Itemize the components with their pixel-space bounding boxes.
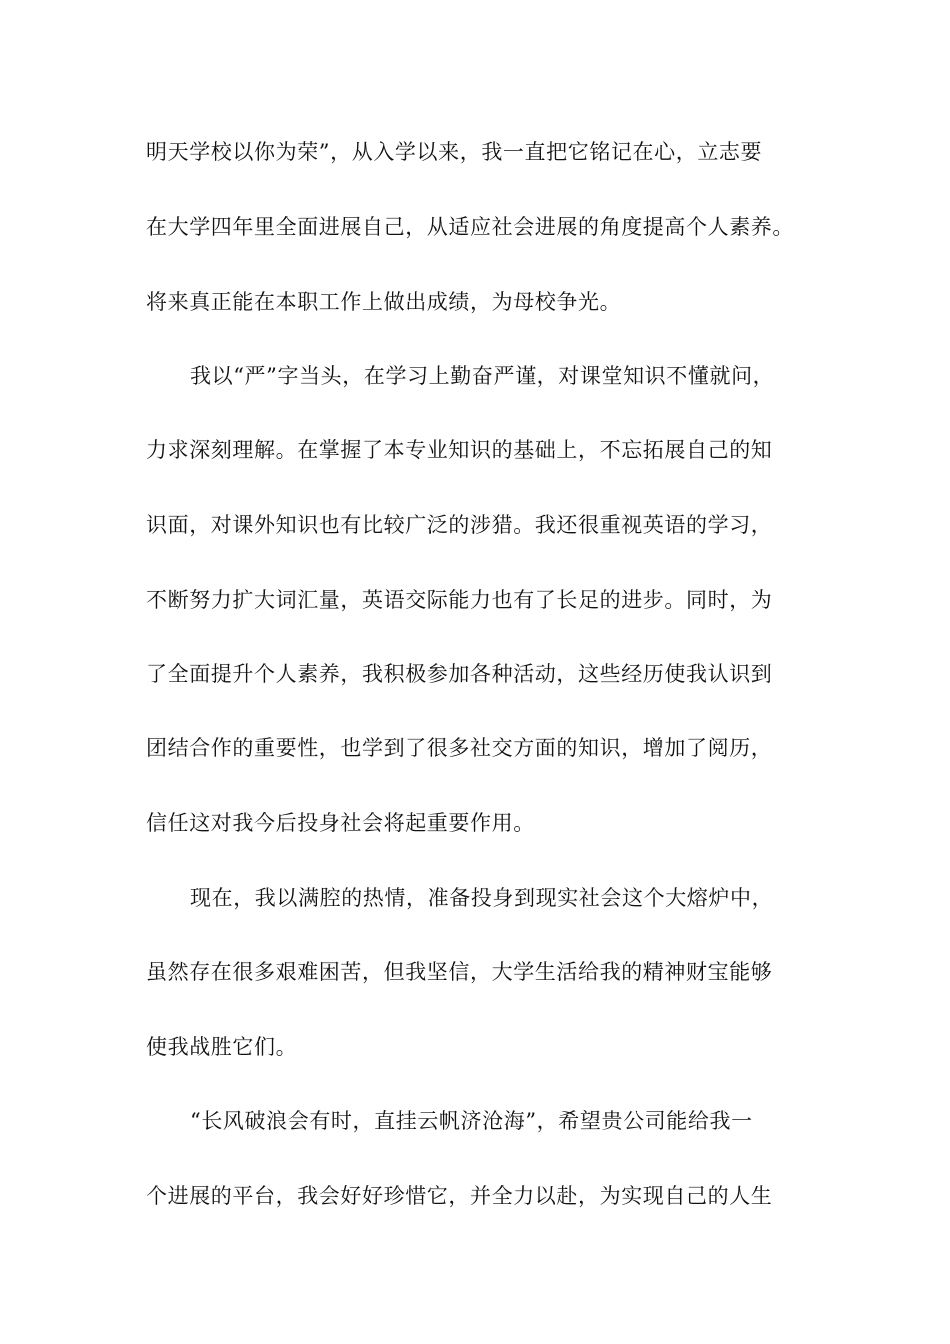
text-line-6: 识面，对课外知识也有比较广泛的涉猎。我还很重视英语的学习， xyxy=(146,513,773,537)
text-line-13: 使我战胜它们。 xyxy=(146,1035,298,1059)
text-line-7: 不断努力扩大词汇量，英语交际能力也有了长足的进步。同时，为 xyxy=(146,588,773,612)
text-line-15: 个进展的平台，我会好好珍惜它，并全力以赴，为实现自己的人生 xyxy=(146,1184,773,1208)
text-line-1: 明天学校以你为荣”，从入学以来，我一直把它铭记在心，立志要 xyxy=(146,140,763,164)
text-line-14: “长风破浪会有时，直挂云帆济沧海”，希望贵公司能给我一 xyxy=(190,1109,753,1133)
text-line-2: 在大学四年里全面进展自己，从适应社会进展的角度提高个人素养。 xyxy=(146,215,794,239)
text-line-4: 我以“严”字当头，在学习上勤奋严谨，对课堂知识不懂就问， xyxy=(190,364,775,388)
text-line-9: 团结合作的重要性，也学到了很多社交方面的知识，增加了阅历， xyxy=(146,736,773,760)
text-line-12: 虽然存在很多艰难困苦，但我坚信，大学生活给我的精神财宝能够 xyxy=(146,960,773,984)
text-line-10: 信任这对我今后投身社会将起重要作用。 xyxy=(146,811,535,835)
text-line-5: 力求深刻理解。在掌握了本专业知识的基础上，不忘拓展自己的知 xyxy=(146,438,773,462)
text-line-3: 将来真正能在本职工作上做出成绩，为母校争光。 xyxy=(146,290,622,314)
text-line-11: 现在，我以满腔的热情，准备投身到现实社会这个大熔炉中， xyxy=(190,886,774,910)
text-line-8: 了全面提升个人素养，我积极参加各种活动，这些经历使我认识到 xyxy=(146,662,773,686)
